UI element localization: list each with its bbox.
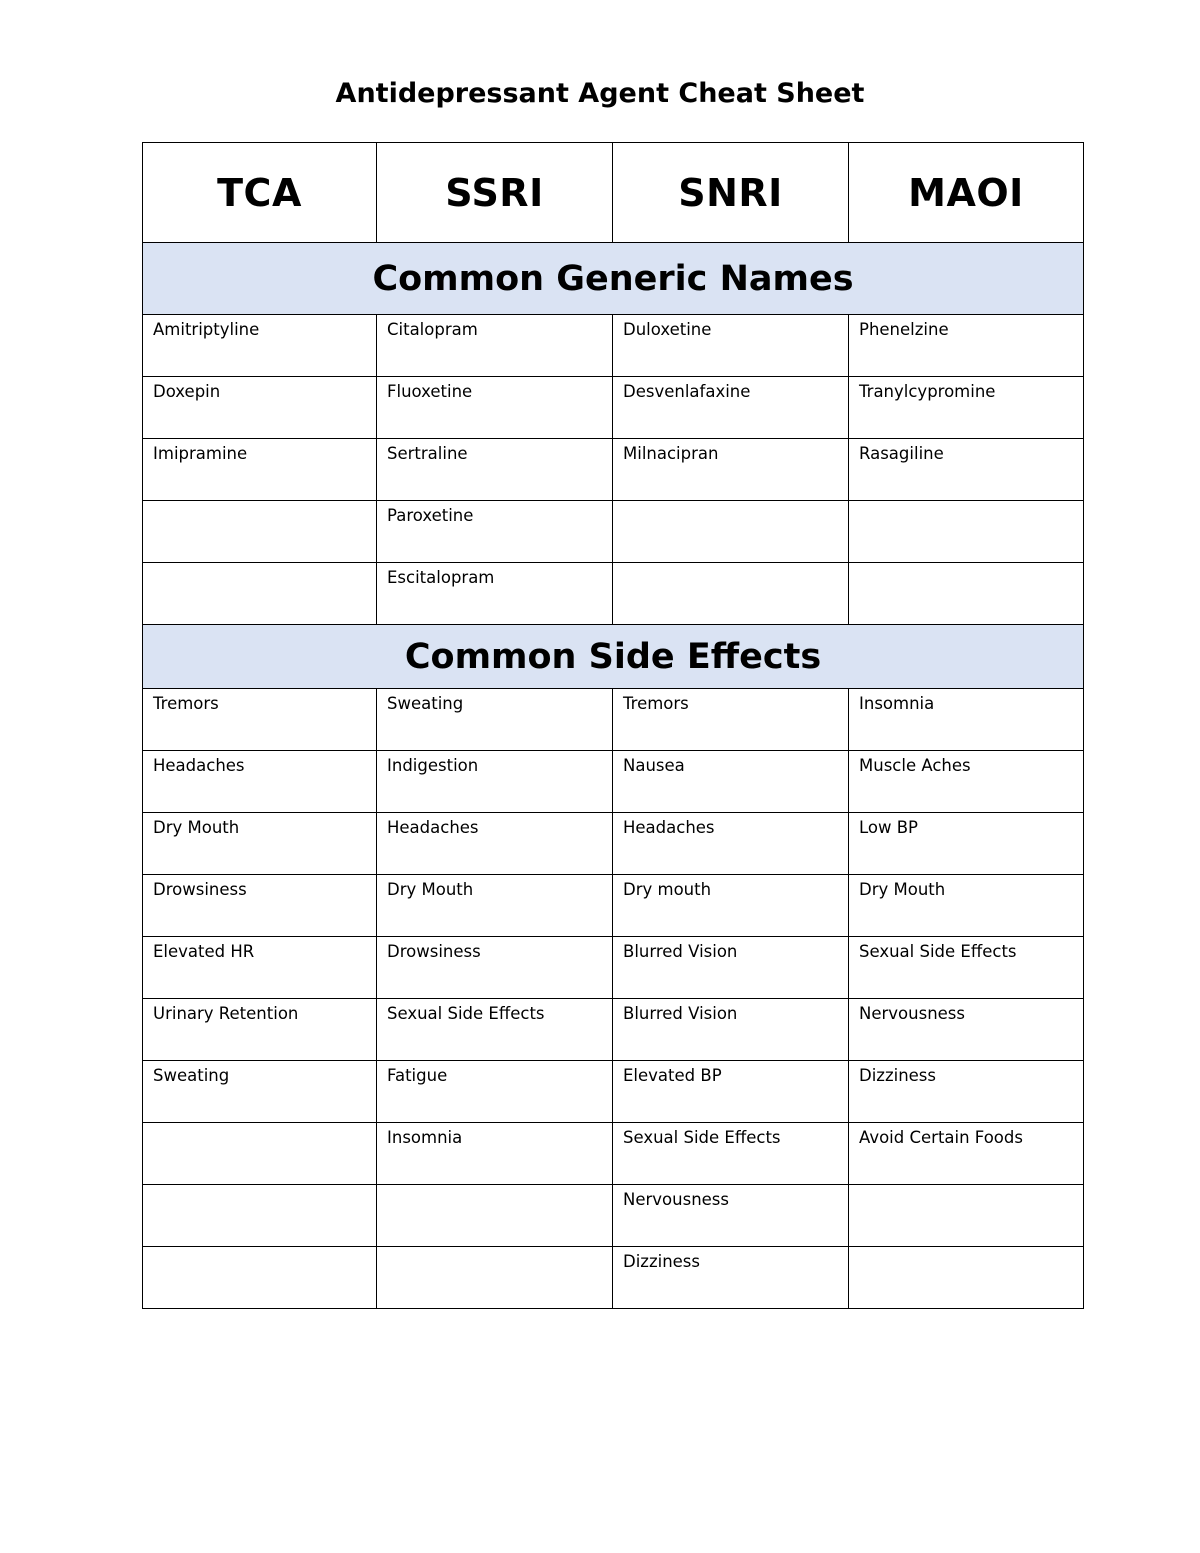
side-effects-cell-ssri [377,937,613,999]
table-row [143,999,1084,1061]
cell-text [613,563,848,568]
cell-text: Paroxetine [387,506,474,525]
cell-text: Dry Mouth [387,880,474,899]
cell-text: Dizziness [859,1066,936,1085]
side-effects-cell-ssri [377,1185,613,1247]
cell-text [849,501,1083,506]
side-effects-cell-tca [143,1061,377,1123]
side-effects-cell-snri [613,1185,849,1247]
cell-text: Tremors [153,694,219,713]
generic-names-cell-maoi [849,315,1084,377]
generic-names-cell-maoi [849,439,1084,501]
cell-text: Blurred Vision [623,1004,738,1023]
cell-text: Low BP [859,818,919,837]
side-effects-cell-tca [143,751,377,813]
cell-text: Milnacipran [623,444,719,463]
side-effects-cell-ssri [377,1061,613,1123]
cell-text [143,563,376,568]
side-effects-cell-tca [143,1185,377,1247]
generic-names-cell-ssri [377,563,613,625]
table-row [143,1123,1084,1185]
side-effects-cell-ssri [377,813,613,875]
cell-text: Tremors [623,694,689,713]
cell-text [143,501,376,506]
side-effects-cell-maoi [849,999,1084,1061]
side-effects-cell-snri [613,751,849,813]
cell-text [143,1247,376,1252]
side-effects-cell-snri [613,999,849,1061]
cell-text: Dry Mouth [859,880,946,899]
side-effects-cell-snri [613,1061,849,1123]
side-effects-cell-tca [143,689,377,751]
table-row [143,563,1084,625]
generic-names-cell-tca [143,439,377,501]
cell-text: Urinary Retention [153,1004,299,1023]
cell-text: Muscle Aches [859,756,971,775]
side-effects-cell-maoi [849,1123,1084,1185]
cell-text [849,1247,1083,1252]
side-effects-cell-ssri [377,999,613,1061]
column-header-tca: TCA [143,143,377,243]
generic-names-cell-snri [613,377,849,439]
generic-names-cell-snri [613,315,849,377]
cell-text: Indigestion [387,756,479,775]
table-row [143,689,1084,751]
cell-text: Dry mouth [623,880,712,899]
side-effects-cell-snri [613,1247,849,1309]
side-effects-cell-ssri [377,689,613,751]
generic-names-cell-ssri [377,315,613,377]
table-row [143,875,1084,937]
generic-names-section-row [143,243,1084,315]
generic-names-cell-tca [143,315,377,377]
side-effects-cell-tca [143,1123,377,1185]
sheet-body [143,243,1084,1309]
generic-names-cell-maoi [849,377,1084,439]
cell-text: Amitriptyline [153,320,260,339]
cell-text [377,1247,612,1252]
cell-text: Rasagiline [859,444,944,463]
cell-text [613,501,848,506]
side-effects-cell-maoi [849,813,1084,875]
cell-text: Nausea [623,756,685,775]
generic-names-cell-maoi [849,501,1084,563]
cell-text: Insomnia [859,694,935,713]
side-effects-cell-snri [613,689,849,751]
table-row [143,439,1084,501]
side-effects-cell-ssri [377,1123,613,1185]
cell-text: Drowsiness [387,942,481,961]
generic-names-cell-ssri [377,501,613,563]
side-effects-cell-maoi [849,937,1084,999]
table-row [143,937,1084,999]
side-effects-cell-maoi [849,875,1084,937]
cell-text: Tranylcypromine [859,382,996,401]
cell-text: Fatigue [387,1066,448,1085]
cell-text: Desvenlafaxine [623,382,751,401]
generic-names-cell-snri [613,439,849,501]
side-effects-cell-ssri [377,1247,613,1309]
document-title: Antidepressant Agent Cheat Sheet [335,78,865,109]
table-row [143,501,1084,563]
cell-text: Headaches [387,818,479,837]
column-header-maoi: MAOI [849,143,1084,243]
cell-text: Phenelzine [859,320,949,339]
cell-text: Sertraline [387,444,468,463]
generic-names-cell-snri [613,501,849,563]
column-header-ssri: SSRI [377,143,613,243]
side-effects-cell-tca [143,937,377,999]
cell-text: Sexual Side Effects [859,942,1017,961]
side-effects-cell-tca [143,813,377,875]
table-row [143,1061,1084,1123]
side-effects-cell-tca [143,1247,377,1309]
cell-text: Avoid Certain Foods [859,1128,1023,1147]
cell-text [849,563,1083,568]
generic-names-cell-snri [613,563,849,625]
cell-text: Nervousness [859,1004,965,1023]
side-effects-cell-snri [613,937,849,999]
cell-text: Dizziness [623,1252,700,1271]
cell-text [849,1185,1083,1190]
generic-names-cell-maoi [849,563,1084,625]
cell-text: Escitalopram [387,568,495,587]
side-effects-cell-tca [143,999,377,1061]
table-row [143,813,1084,875]
cell-text: Citalopram [387,320,478,339]
table-row [143,751,1084,813]
cell-text: Sexual Side Effects [623,1128,781,1147]
side-effects-cell-maoi [849,751,1084,813]
cell-text [143,1185,376,1190]
generic-names-section-heading: Common Generic Names [143,243,1084,315]
cell-text: Insomnia [387,1128,463,1147]
cell-text: Sweating [387,694,464,713]
side-effects-cell-maoi [849,1247,1084,1309]
generic-names-cell-tca [143,501,377,563]
side-effects-cell-maoi [849,1061,1084,1123]
generic-names-cell-ssri [377,439,613,501]
cell-text: Sexual Side Effects [387,1004,545,1023]
side-effects-cell-ssri [377,751,613,813]
cell-text: Dry Mouth [153,818,240,837]
side-effects-cell-ssri [377,875,613,937]
cell-text: Doxepin [153,382,221,401]
cell-text: Imipramine [153,444,248,463]
cell-text: Fluoxetine [387,382,473,401]
cell-text [377,1185,612,1190]
cell-text: Sweating [153,1066,230,1085]
generic-names-cell-ssri [377,377,613,439]
side-effects-cell-maoi [849,689,1084,751]
side-effects-cell-tca [143,875,377,937]
drug-class-header-row [143,143,1084,243]
cell-text: Drowsiness [153,880,247,899]
cheat-sheet-table [142,142,1084,1309]
cell-text: Elevated BP [623,1066,722,1085]
cell-text: Headaches [623,818,715,837]
table-row [143,1185,1084,1247]
cell-text: Nervousness [623,1190,729,1209]
side-effects-cell-snri [613,813,849,875]
side-effects-section-row [143,625,1084,689]
table-row [143,1247,1084,1309]
column-header-snri: SNRI [613,143,849,243]
table-row [143,315,1084,377]
side-effects-cell-snri [613,875,849,937]
generic-names-cell-tca [143,563,377,625]
cell-text: Elevated HR [153,942,255,961]
cell-text: Blurred Vision [623,942,738,961]
generic-names-cell-tca [143,377,377,439]
side-effects-section-heading: Common Side Effects [143,625,1084,689]
cell-text: Duloxetine [623,320,712,339]
side-effects-cell-snri [613,1123,849,1185]
side-effects-cell-maoi [849,1185,1084,1247]
table-row [143,377,1084,439]
cell-text [143,1123,376,1128]
cell-text: Headaches [153,756,245,775]
